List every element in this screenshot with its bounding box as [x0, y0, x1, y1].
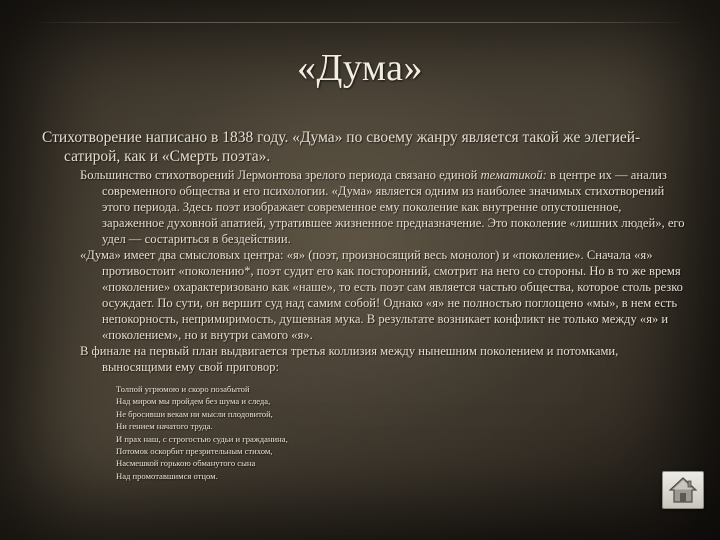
home-button[interactable] [662, 471, 704, 509]
poem-line: Над миром мы пройдем без шума и следа, [116, 396, 271, 407]
top-divider [30, 22, 690, 23]
paragraph-themes-emphasis: тематикой: [480, 168, 547, 182]
slide-title: «Дума» [296, 47, 424, 89]
paragraph-themes-start: Большинство стихотворений Лермонтова зрелого периода связано единой [80, 168, 481, 182]
poem-line: Потомок оскорбит презрительным стихом, [116, 446, 273, 457]
paragraph-themes [36, 167, 686, 247]
home-icon [669, 476, 697, 504]
poem-line: И прах наш, с строгостью судьи и гражданина, [116, 433, 288, 444]
poem-line: Насмешкой горькою обманутого сына [116, 458, 256, 469]
poem-line: Ни гением начатого труда. [116, 421, 213, 432]
poem-line: Не бросивши векам ни мысли плодовитой, [116, 408, 273, 419]
poem-line: Над промотавшимся отцом. [116, 470, 218, 481]
paragraph-centers: «Дума» имеет два смысловых центра: «я» (поэт, произносящий весь монолог) и «поколение». Сначала «я» противостоит «поколению*, поэт судит его как посторонний, смотрит на него со стороны. Но в то же время «поколение» охарактеризовано как «наше», то есть поэт сам является частью общества, которое столь резко осуждает. По сути, он вершит суд над самим собой! Однако «я» не полностью поглощено «мы», в нем есть непокорность, непримиримость, душевная мука. В результате возникает конфликт не только между «я» и «поколением», но и внутри самого «я». [80, 248, 683, 342]
poem-line: Толпой угрюмою и скоро позабытой [116, 384, 250, 394]
poem-quote [116, 383, 686, 482]
slide-content [36, 128, 686, 482]
paragraph-main: Стихотворение написано в 1838 году. «Дума» по своему жанру является такой же элегией- сатирой, как и «Смерть поэта». [42, 129, 641, 165]
paragraph-finale: В финале на первый план выдвигается третья коллизия между нынешним поколением и потомками, выносящими ему свой приговор: [80, 344, 619, 374]
paragraph-themes-end: в центре их — анализ современного общества и его психологии. «Дума» является одним из наиболее значимых стихотворений этого периода. Здесь поэт изображает современное ему поколение как внутренне опустошенное, зараженное духовной апатией, утратившее жизненное предназначение. Это поколение «лишних людей», его удел — состариться в бездействии. [102, 168, 685, 246]
